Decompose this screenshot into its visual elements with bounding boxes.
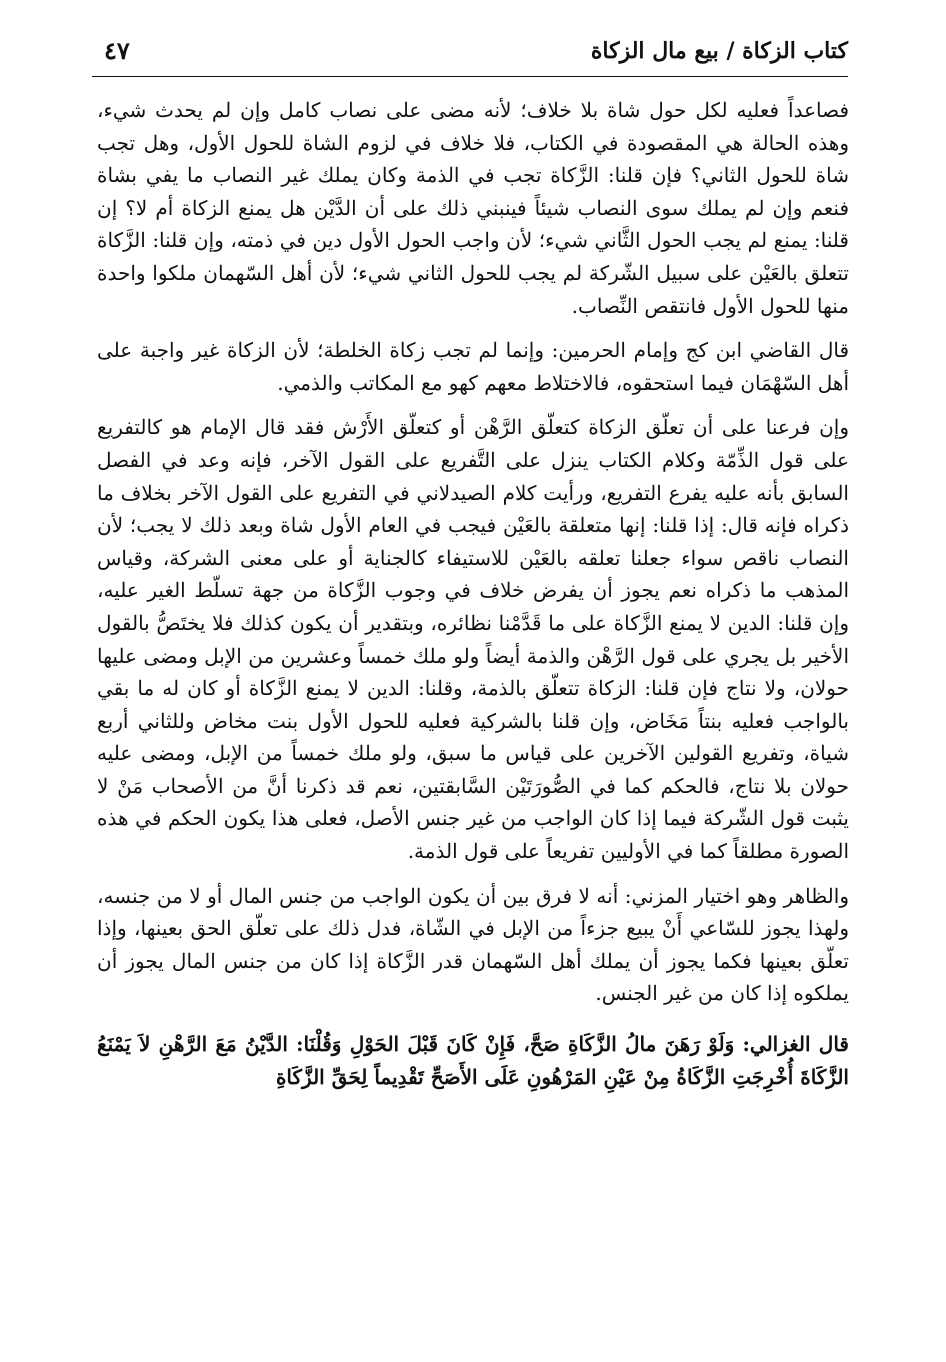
header-title: كتاب الزكاة / بيع مال الزكاة <box>590 38 848 64</box>
paragraph-1: فصاعداً فعليه لكل حول شاة بلا خلاف؛ لأنه مضى على نصاب كامل وإن لم يحدث شيء، وهذه الحالة هي المقصودة في الكتاب، فلا خلاف في لزوم الشاة للحول الأول، وهل تجب شاة للحول الثاني؟ فإن قلنا: الزَّكاة تجب في الذمة وكان يملك غير النصاب ما يفي بشاة فنعم وإن لم يملك سوى النصاب شيئاً فينبني ذلك على أن الدَّيْن هل يمنع الزكاة أم لا؟ إن قلنا: يمنع لم يجب الحول الثَّاني شيء؛ لأن واجب الحول الأول دين في ذمته، وإن قلنا: الزَّكاة تتعلق بالعَيْن على سبيل الشّركة لم يجب للحول الثاني شيء؛ لأن أهل السّهمان ملكوا واحدة منها للحول الأول فانتقص النِّصاب. <box>97 98 849 318</box>
body-text <box>97 94 849 1105</box>
page-number: ٤٧ <box>104 36 130 65</box>
paragraph-4: والظاهر وهو اختيار المزني: أنه لا فرق بين أن يكون الواجب من جنس المال أو لا من جنسه، ولهذا يجوز للسّاعي أَنْ يبيع جزءاً من الإبل في الشّاة، فدل ذلك على تعلّق الحق بعينها، وإذا تعلّق بعينها فكما يجوز أن يملك أهل السّهمان قدر الزَّكاة إذا كان من جنس المال يجوز أن يملكوه إذا كان من غير الجنس. <box>97 883 849 1006</box>
paragraph-3: وإن فرعنا على أن تعلّق الزكاة كتعلّق الرَّهْن أو كتعلّق الأَرْش فقد قال الإمام هو كالتفريع على قول الذِّمّة وكلام الكتاب ينزل على التَّفريع على القول الآخر، فإنه وعد في الفصل السابق بأنه عليه يفرع التفريع، ورأيت كلام الصيدلاني في التفريع على القول الآخر بخلاف ما ذكراه فإنه قال: إذا قلنا: إنها متعلقة بالعَيْن فيجب في العام الأول شاة وبعد ذلك لا يجب؛ لأن النصاب ناقص سواء جعلنا تعلقه بالعَيْن للاستيفاء كالجناية أو على معنى الشركة، وقياس المذهب ما ذكراه نعم يجوز أن يفرض خلاف في وجوب الزَّكاة من جهة تسلّط الغير عليه، وإن قلنا: الدين لا يمنع الزَّكاة على ما قَدَّمْنا نظائره، وبتقدير أن يكون كذلك فلا يختَصُّ بالقول الأخير بل يجري على قول الرَّهْن والذمة أيضاً ولو ملك خمساً وعشرين من الإبل ومضى عليها حولان، ولا نتاج فإن قلنا: الزكاة تتعلّق بالذمة، وقلنا: الدين لا يمنع الزَّكاة أو كان له ما بقي بالواجب فعليه بنتاً مَخَاض، وإن قلنا بالشركية فعليه للحول الأول بنت مخاض وللثاني أربع شياة، وتفريع القولين الآخرين على قياس ما سبق، ولو ملك خمساً من الإبل، ومضى عليه حولان بلا نتاج، فالحكم كما في الصُّورَتَيْن السَّابقتين، نعم قد ذكرنا أنَّ من الأصحاب مَنْ لا يثبت قول الشّركة فيما إذا كان الواجب من غير جنس الأصل، فعلى هذا يكون الحكم في هذه الصورة مطلقاً كما في الأوليين تفريعاً على قول الذمة. <box>97 415 849 864</box>
ghazali-quote: قال الغزالي: وَلَوْ رَهَنَ مالُ الزَّكَاةِ صَحَّ، فَإِنْ كَانَ قَبْلَ الحَوْلِ وَقُلْنَا: الدَّيْنُ مَعَ الرَّهْنِ لاَ يَمْنَعُ الزَّكَاةَ أُخْرِجَتِ الزَّكَاةُ مِنْ عَيْنِ المَرْهُونِ عَلَى الأَصَحِّ تَقْدِيماً لِحَقِّ الزَّكَاةِ <box>97 1032 849 1089</box>
running-header <box>92 34 848 72</box>
header-rule <box>92 76 848 77</box>
paragraph-2: قال القاضي ابن كج وإمام الحرمين: وإنما لم تجب زكاة الخلطة؛ لأن الزكاة غير واجبة على أهل السّهْمَان فيما استحقوه، فالاختلاط معهم كهو مع المكاتب والذمي. <box>97 338 849 395</box>
